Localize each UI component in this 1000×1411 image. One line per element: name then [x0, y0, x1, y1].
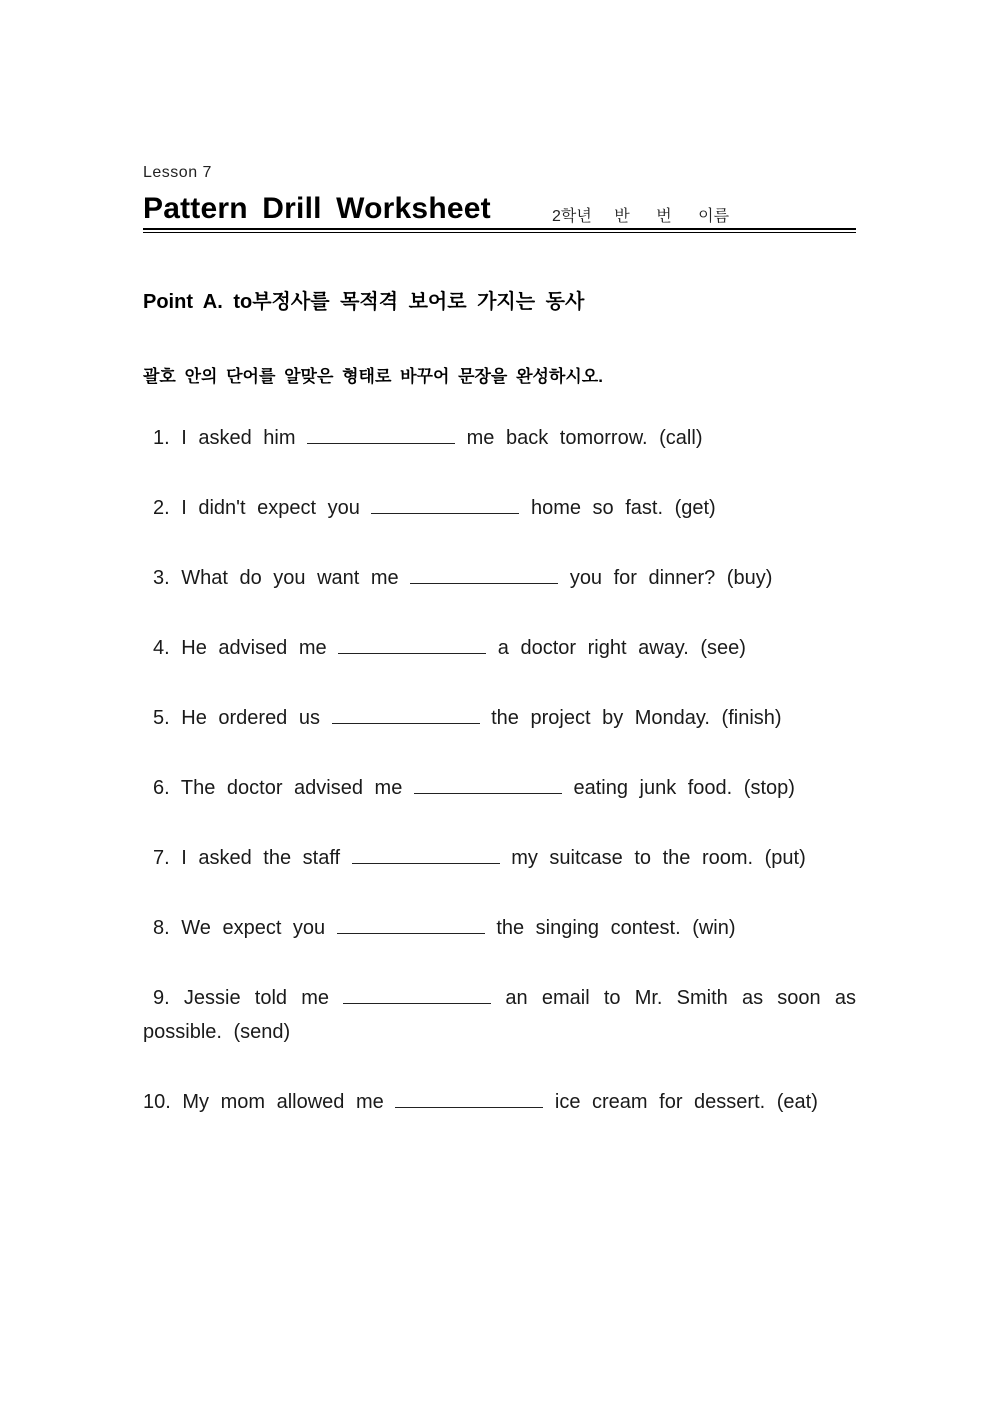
- exercise-item-4: [143, 631, 856, 665]
- item-number: 3.: [153, 567, 170, 589]
- title-row: [143, 192, 856, 228]
- student-class-label: 반: [614, 208, 630, 225]
- exercise-item-7: [143, 841, 856, 875]
- answer-blank[interactable]: [410, 565, 558, 584]
- exercise-item-6: [143, 771, 856, 805]
- item-text-before: I asked the staff: [181, 847, 341, 869]
- answer-blank[interactable]: [352, 845, 500, 864]
- item-number: 10.: [143, 1091, 171, 1113]
- answer-blank[interactable]: [338, 635, 486, 654]
- item-text-after: home so fast. (get): [530, 497, 716, 519]
- answer-blank[interactable]: [307, 425, 455, 444]
- exercise-item-8: [143, 911, 856, 945]
- answer-blank[interactable]: [395, 1089, 543, 1108]
- answer-blank[interactable]: [337, 915, 485, 934]
- exercise-item-5: [143, 701, 856, 735]
- item-text-after: my suitcase to the room. (put): [511, 847, 806, 869]
- item-number: 2.: [153, 497, 170, 519]
- item-text-before: He advised me: [181, 637, 327, 659]
- student-grade-label: 2학년: [552, 208, 592, 225]
- item-number: 7.: [153, 847, 170, 869]
- worksheet-title: Pattern Drill Worksheet: [143, 192, 491, 225]
- item-number: 9.: [153, 987, 170, 1009]
- item-text-after: a doctor right away. (see): [497, 637, 746, 659]
- item-number: 6.: [153, 777, 170, 799]
- exercise-list: [143, 421, 856, 1155]
- item-number: 8.: [153, 917, 170, 939]
- item-text-after: the project by Monday. (finish): [491, 707, 782, 729]
- section-instruction: 괄호 안의 단어를 알맞은 형태로 바꾸어 문장을 완성하시오.: [143, 367, 603, 386]
- student-info: [552, 203, 729, 226]
- exercise-item-3: [143, 561, 856, 595]
- item-number: 5.: [153, 707, 170, 729]
- item-number: 4.: [153, 637, 170, 659]
- student-number-label: 번: [656, 208, 672, 225]
- exercise-item-2: [143, 491, 856, 525]
- title-underline-thin: [143, 232, 856, 233]
- answer-blank[interactable]: [343, 985, 491, 1004]
- exercise-item-1: [143, 421, 856, 455]
- answer-blank[interactable]: [371, 495, 519, 514]
- answer-blank[interactable]: [332, 705, 480, 724]
- answer-blank[interactable]: [414, 775, 562, 794]
- exercise-item-9: [143, 981, 856, 1049]
- item-text-before: My mom allowed me: [182, 1091, 384, 1113]
- item-text-before: I didn't expect you: [181, 497, 360, 519]
- item-text-after: an email to Mr. Smith as soon as possible. (send): [143, 987, 856, 1043]
- student-name-label: 이름: [698, 208, 730, 225]
- section-heading: Point A. to부정사를 목적격 보어로 가지는 동사: [143, 291, 585, 313]
- item-text-after: me back tomorrow. (call): [466, 427, 703, 449]
- item-text-after: ice cream for dessert. (eat): [554, 1091, 818, 1113]
- lesson-label: Lesson 7: [143, 164, 212, 181]
- item-text-before: He ordered us: [181, 707, 320, 729]
- item-text-before: The doctor advised me: [180, 777, 403, 799]
- item-text-before: We expect you: [181, 917, 326, 939]
- item-text-after: you for dinner? (buy): [569, 567, 773, 589]
- exercise-item-10: [143, 1085, 856, 1119]
- item-text-before: What do you want me: [181, 567, 399, 589]
- item-text-before: I asked him: [181, 427, 296, 449]
- item-text-after: the singing contest. (win): [496, 917, 736, 939]
- title-underline-thick: [143, 228, 856, 230]
- item-text-before: Jessie told me: [183, 987, 329, 1009]
- item-text-after: eating junk food. (stop): [573, 777, 795, 799]
- item-number: 1.: [153, 427, 170, 449]
